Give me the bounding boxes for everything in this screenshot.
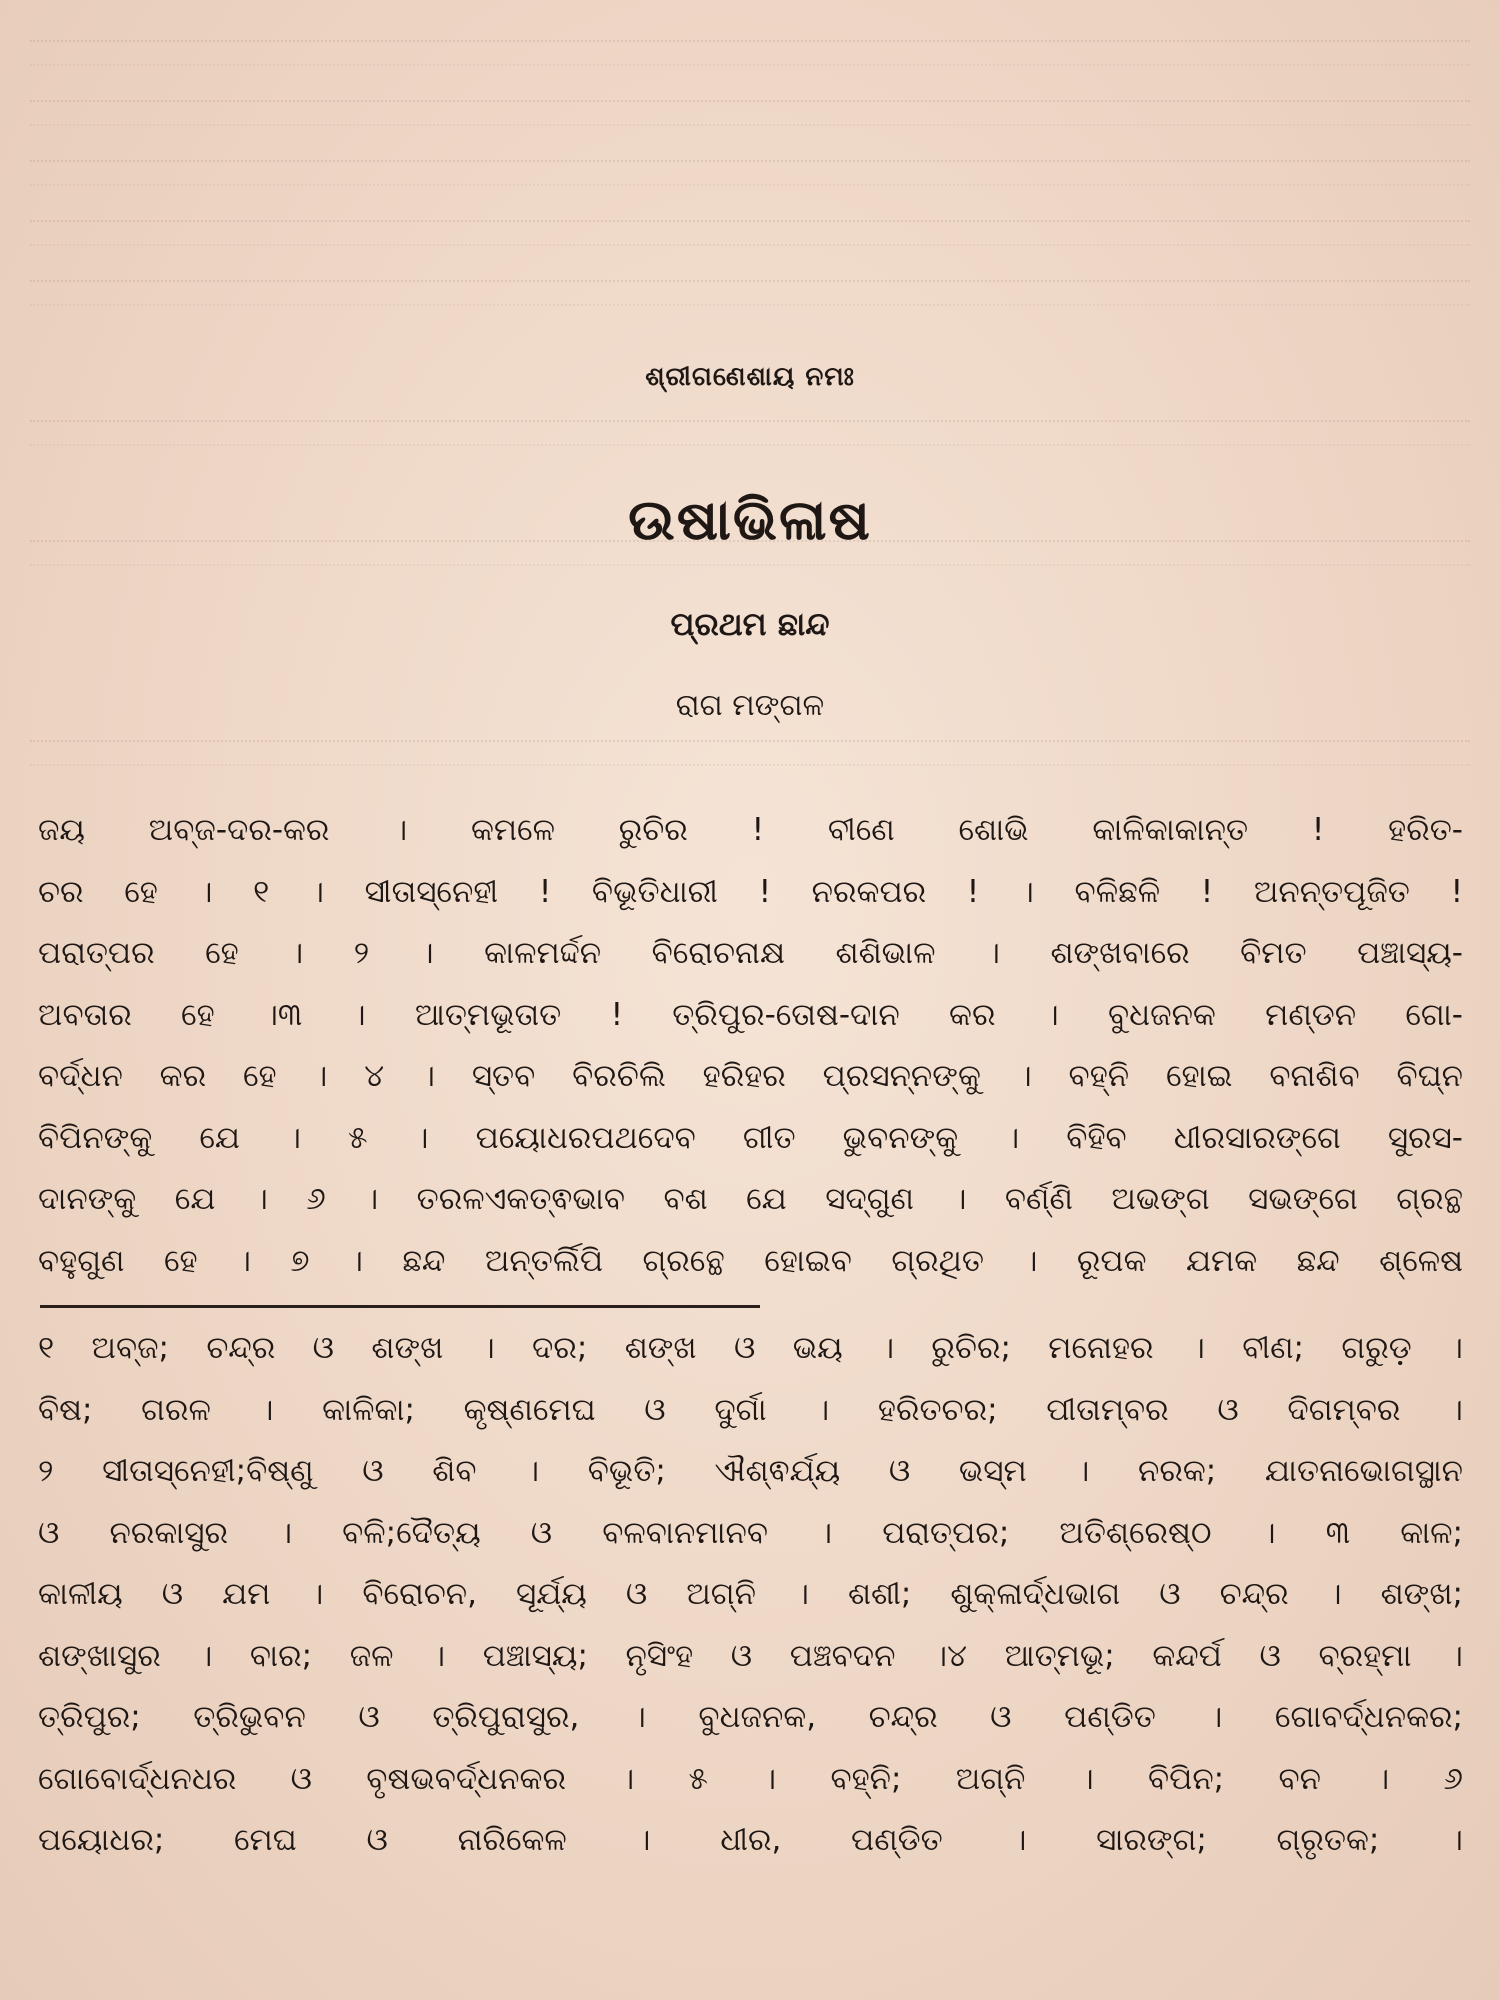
page-title: ଉଷାଭିଳାଷ	[628, 488, 872, 553]
verse-line: ବହୁଗୁଣ ହେ । ୭ । ଛନ୍ଦ ଅନ୍ତର୍ଲିପି ଗ୍ରନ୍ଥେ ହୋଇବ ଗ୍ରଥିତ । ରୂପକ ଯମକ ଛନ୍ଦ ଶ୍ଳେଷ	[38, 1242, 1463, 1279]
footnote-line: ବିଷ; ଗରଳ । କାଳିକା; କୃଷ୍ଣମେଘ ଓ ଦୁର୍ଗା । ହରିତଚର; ପୀତାମ୍ବର ଓ ଦିଗମ୍ବର ।	[38, 1391, 1463, 1428]
raga-heading: ରାଗ ମଙ୍ଗଳ	[675, 688, 825, 723]
verse-line: ଦାନଙ୍କୁ ଯେ । ୬ । ତରଳଏକତ୍ଵଭାବ ବଶ ଯେ ସଦ୍ଗୁଣ । ବର୍ଣ୍ଣି ଅଭଙ୍ଗ ସଭଙ୍ଗେ ଗ୍ରନ୍ଥ	[38, 1181, 1463, 1217]
footnotes-block	[38, 1318, 1463, 1872]
footnote-line: ୨ ସୀତାସ୍ନେହୀ;ବିଷ୍ଣୁ ଓ ଶିବ । ବିଭୂତି; ଐଶ୍ଵର୍ଯ୍ୟ ଓ ଭସ୍ମ । ନରକ; ଯାତନାଭୋଗସ୍ଥାନ	[38, 1453, 1463, 1489]
footnote-line: ୧ ଅବ୍ଜ; ଚନ୍ଦ୍ର ଓ ଶଙ୍ଖ । ଦର; ଶଙ୍ଖ ଓ ଭୟ । ରୁଚିର; ମନୋହର । ବୀଣ; ଗରୁଡ଼ ।	[38, 1330, 1463, 1366]
footnote-line: ତ୍ରିପୁର; ତ୍ରିଭୁବନ ଓ ତ୍ରିପୁରାସୁର, । ବୁଧଜନକ, ଚନ୍ଦ୍ର ଓ ପଣ୍ଡିତ । ଗୋବର୍ଦ୍ଧନକର;	[38, 1699, 1463, 1735]
show-through-line	[30, 160, 1470, 186]
verse-line: ଜୟ ଅବ୍ଜ-ଦର-କର । କମଳେ ରୁଚିର ! ବୀଣେ ଶୋଭି କାଳିକାକାନ୍ତ ! ହରିତ-	[38, 812, 1463, 848]
footnote-divider	[40, 1305, 760, 1308]
verse-line: ଅବତାର ହେ ।୩ । ଆତ୍ମଭୂତାତ ! ତ୍ରିପୁର-ତୋଷ-ଦାନ କର । ବୁଧଜନକ ମଣ୍ଡନ ଗୋ-	[38, 996, 1463, 1033]
verse-line: ବିପିନଙ୍କୁ ଯେ । ୫ । ପୟୋଧରପଥଦେବ ଗୀତ ଭୁବନଙ୍କୁ । ବିହିବ ଧୀରସାରଙ୍ଗେ ସୁରସ-	[38, 1119, 1463, 1156]
footnote-line: ଓ ନରକାସୁର । ବଳି;ଦୈତ୍ୟ ଓ ବଳବାନମାନବ । ପରାତ୍ପର; ଅତିଶ୍ରେଷ୍ଠ । ୩ କାଳ;	[38, 1514, 1463, 1551]
footnote-line: ଗୋବୋର୍ଦ୍ଧନଧର ଓ ବୃଷଭବର୍ଦ୍ଧନକର । ୫ । ବହ୍ନି; ଅଗ୍ନି । ବିପିନ; ବନ । ୬	[38, 1760, 1463, 1797]
show-through-line	[30, 100, 1470, 126]
chapter-heading: ପ୍ରଥମ ଛାନ୍ଦ	[670, 605, 830, 643]
show-through-line	[30, 420, 1470, 446]
verse-line: ପରାତ୍ପର ହେ । ୨ । କାଳମର୍ଦ୍ଦନ ବିରୋଚନାକ୍ଷ ଶଶିଭାଳ । ଶଙ୍ଖବାରେ ବିମତ ପଞ୍ଚାସ୍ୟ-	[38, 935, 1463, 971]
show-through-line	[30, 40, 1470, 66]
footnote-line: ପୟୋଧର; ମେଘ ଓ ନାରିକେଳ । ଧୀର, ପଣ୍ଡିତ । ସାରଙ୍ଗ; ଗ୍ରୃତକ; ।	[38, 1822, 1463, 1858]
show-through-line	[30, 740, 1470, 766]
footnote-line: ଶଙ୍ଖାସୁର । ବାର; ଜଳ । ପଞ୍ଚାସ୍ୟ; ନୃସିଂହ ଓ ପଞ୍ଚବଦନ ।୪ ଆତ୍ମଭୂ; କନ୍ଦର୍ପ ଓ ବ୍ରହ୍ମା ।	[38, 1637, 1463, 1674]
footnote-line: କାଳୀୟ ଓ ଯମ । ବିରୋଚନ, ସୂର୍ଯ୍ୟ ଓ ଅଗ୍ନି । ଶଶୀ; ଶୁକ୍ଳାର୍ଦ୍ଧଭାଗ ଓ ଚନ୍ଦ୍ର । ଶଙ୍ଖ;	[38, 1576, 1463, 1612]
verse-line: ଚର ହେ । ୧ । ସୀତାସ୍ନେହୀ ! ବିଭୂତିଧାରୀ ! ନରକପର ! । ବଳିଛଳି ! ଅନନ୍ତପୂଜିତ !	[38, 873, 1463, 910]
verse-line: ବର୍ଦ୍ଧନ କର ହେ । ୪ । ସ୍ତବ ବିରଚିଲି ହରିହର ପ୍ରସନ୍ନଙ୍କୁ । ବହ୍ନି ହୋଇ ବନାଶିବ ବିଘ୍ନ	[38, 1058, 1463, 1094]
show-through-line	[30, 280, 1470, 306]
show-through-line	[30, 220, 1470, 246]
invocation-heading: ଶ୍ରୀଗଣେଶାୟ ନମଃ	[645, 362, 855, 392]
verse-block	[38, 800, 1463, 1292]
